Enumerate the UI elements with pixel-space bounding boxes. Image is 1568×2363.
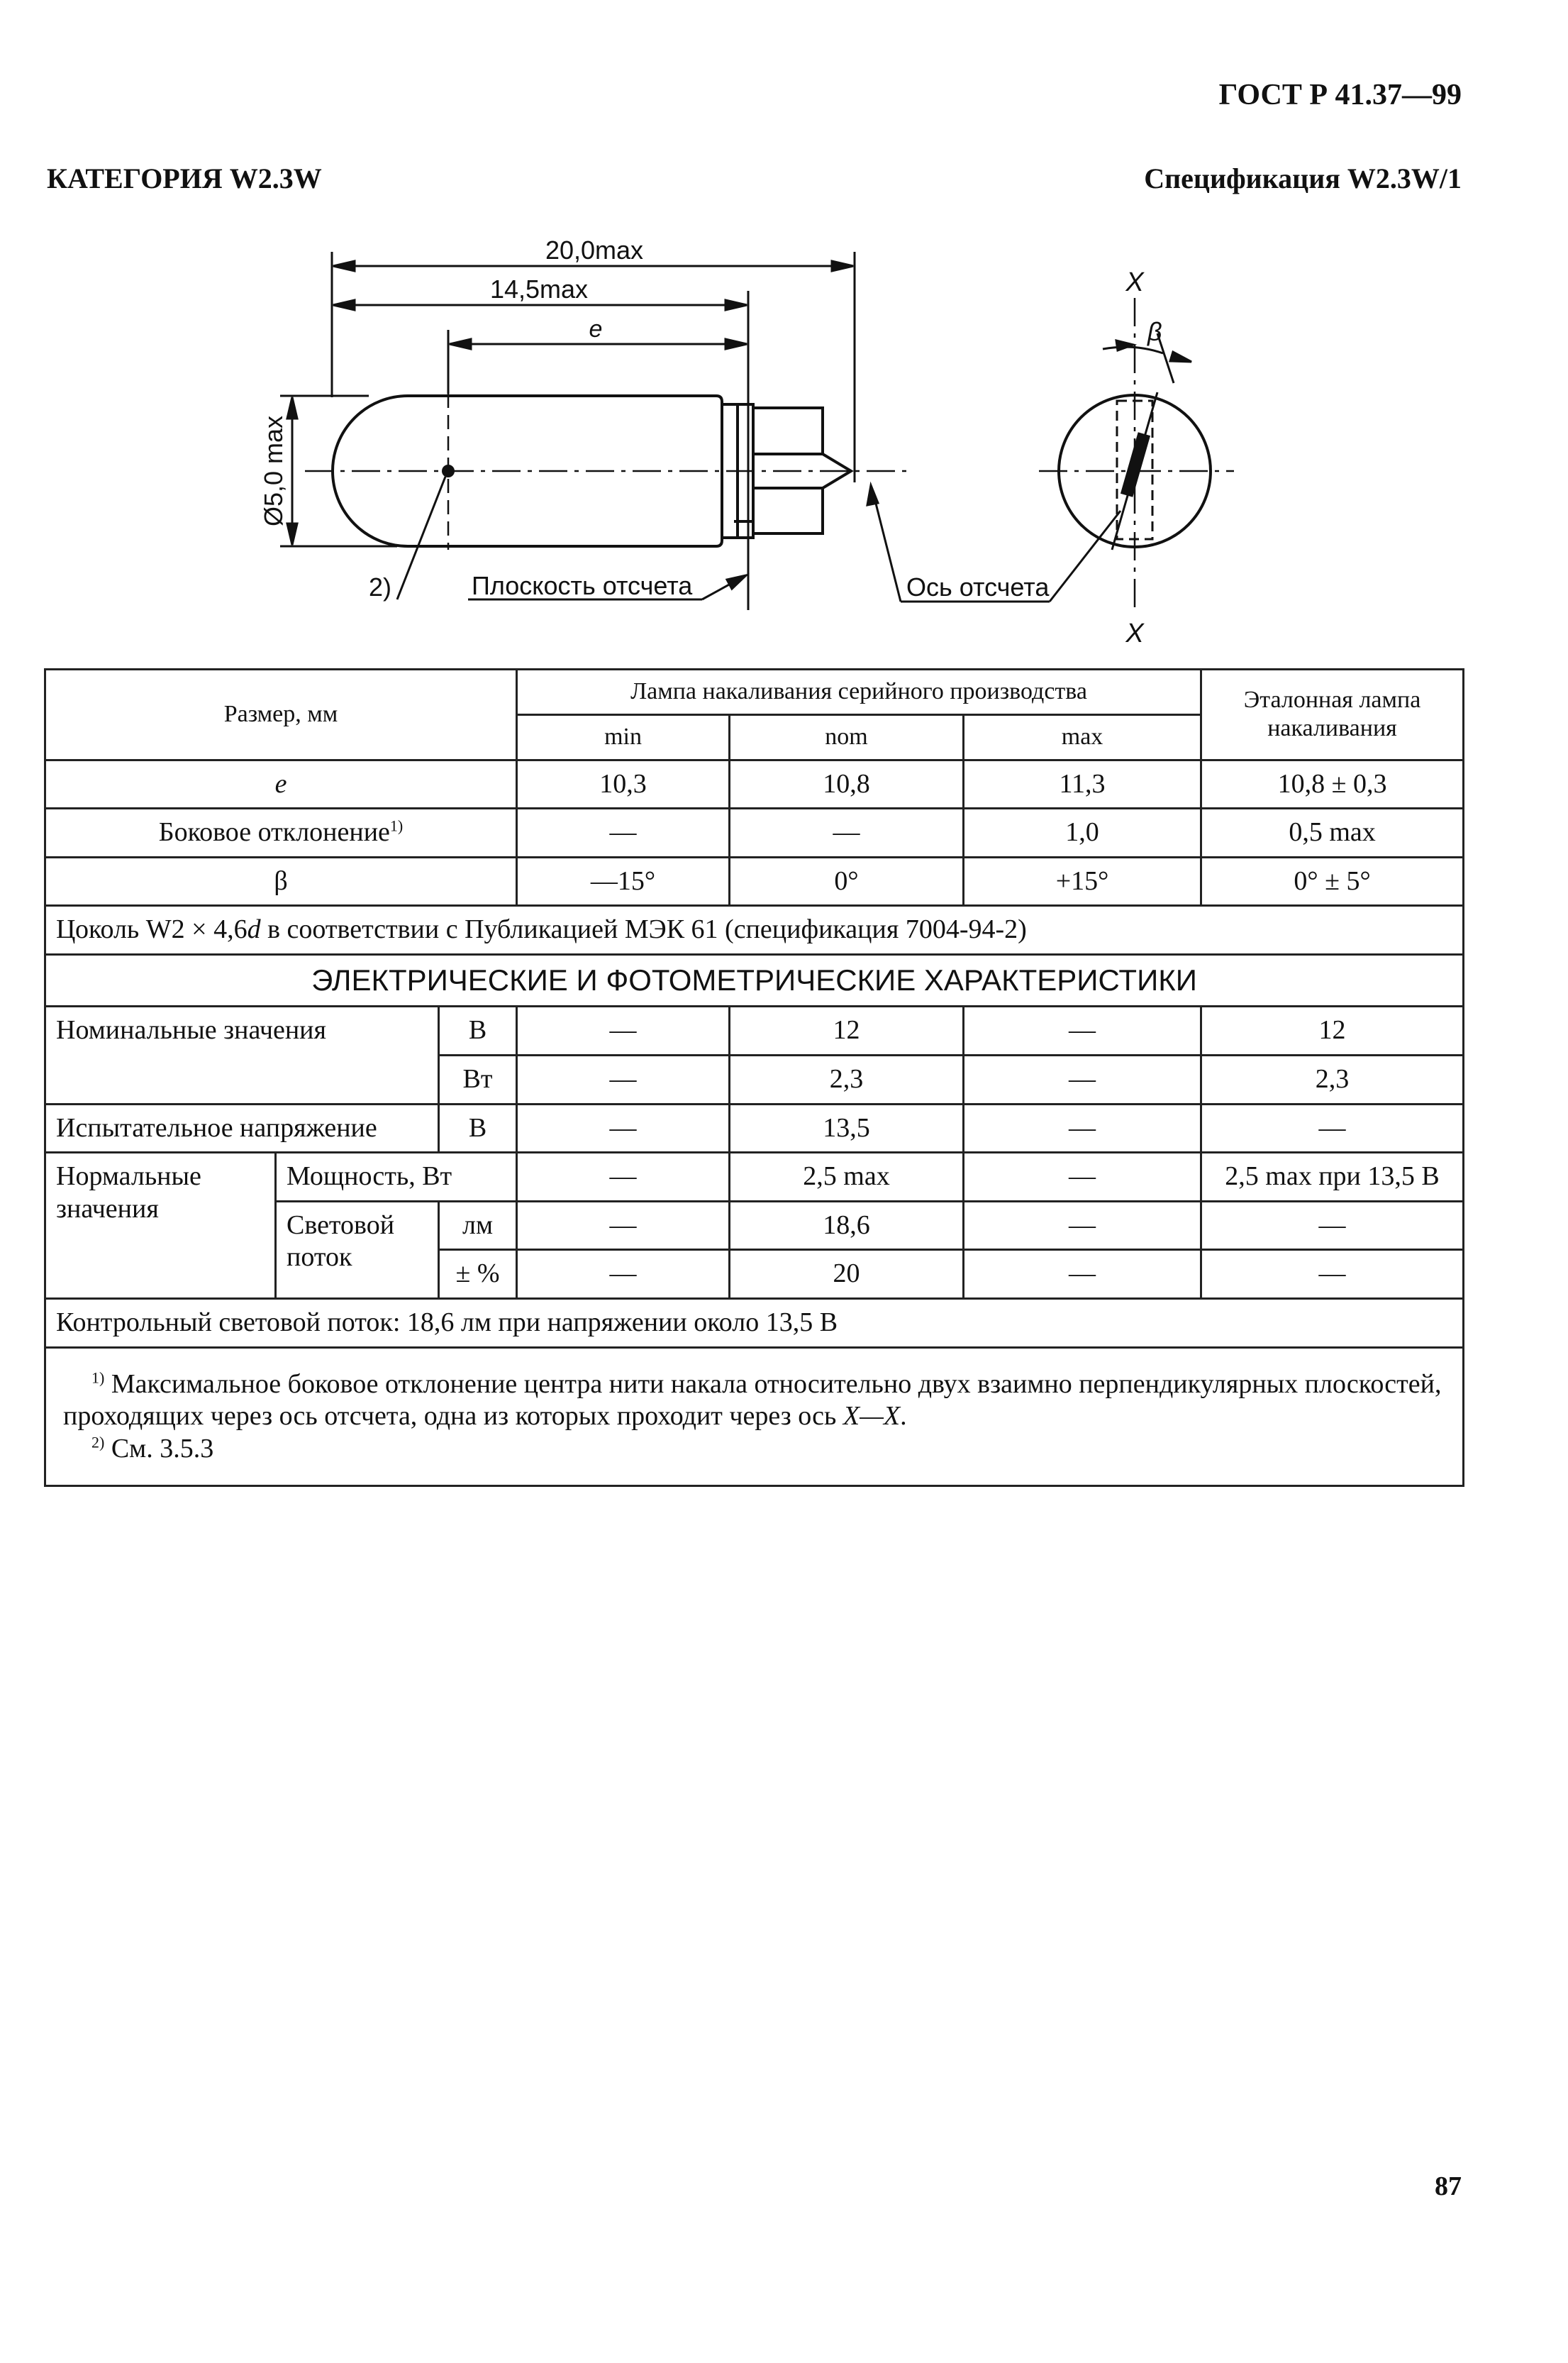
max-header: max: [964, 714, 1201, 760]
unit-cell: В: [439, 1104, 517, 1153]
cell: 10,3: [517, 760, 730, 809]
cell: —: [517, 1007, 730, 1056]
cell: 13,5: [730, 1104, 964, 1153]
table-row: [45, 906, 1464, 955]
cell: —: [1201, 1104, 1464, 1153]
serial-lamp-header: Лампа накаливания серийного производства: [517, 670, 1201, 715]
axis-x-bottom-label: X: [1125, 619, 1144, 648]
lamp-category: КАТЕГОРИЯ W2.3W: [47, 162, 322, 194]
cell: 0,5 max: [1201, 809, 1464, 858]
cell: —: [964, 1007, 1201, 1056]
power-label: Мощность, Вт: [276, 1153, 517, 1202]
cell: —: [517, 809, 730, 858]
electrical-section-header: ЭЛЕКТРИЧЕСКИЕ И ФОТОМЕТРИЧЕСКИЕ ХАРАКТЕРИСТИКИ: [45, 954, 1464, 1006]
cell: 10,8: [730, 760, 964, 809]
cell: —: [964, 1250, 1201, 1299]
row-label-e: e: [45, 760, 517, 809]
normal-values-label: Нормальные значения: [45, 1153, 276, 1299]
cell: +15°: [964, 857, 1201, 906]
footnote-1-ref: 1): [389, 817, 404, 835]
cell: —: [517, 1055, 730, 1104]
dimension-e: e: [589, 316, 603, 343]
cell: 12: [1201, 1007, 1464, 1056]
filament-centre-dot: [442, 465, 455, 477]
cell: 2,5 max: [730, 1153, 964, 1202]
footnotes: [45, 1347, 1464, 1486]
cell: —: [517, 1104, 730, 1153]
cell: —: [964, 1055, 1201, 1104]
footnote-1-axis: X—X: [843, 1401, 901, 1432]
footnote-2-marker: 2): [91, 1433, 105, 1451]
cell: 10,8 ± 0,3: [1201, 760, 1464, 809]
specification-number: Спецификация W2.3W/1: [1144, 162, 1462, 194]
reference-axis-label: Ось отсчета: [906, 572, 1050, 602]
footnote-1: [63, 1368, 1445, 1433]
cell: 1,0: [964, 809, 1201, 858]
table-row: [45, 1104, 1464, 1153]
cell: —: [517, 1201, 730, 1250]
cell: —: [517, 1153, 730, 1202]
dimension-diameter: Ø5,0 max: [259, 415, 288, 527]
cell: —: [964, 1104, 1201, 1153]
cell: 2,5 max при 13,5 В: [1201, 1153, 1464, 1202]
specification-table: [44, 668, 1464, 1487]
standard-number: ГОСТ Р 41.37—99: [1218, 79, 1462, 111]
nominal-values-label: Номинальные значения: [45, 1007, 439, 1104]
footnote-1-end: .: [900, 1401, 907, 1432]
table-row: [45, 954, 1464, 1006]
lamp-drawing: [0, 0, 1568, 653]
cell: —: [964, 1153, 1201, 1202]
cell: —: [1201, 1201, 1464, 1250]
cell: —15°: [517, 857, 730, 906]
table-row: [45, 1347, 1464, 1486]
cell: 0°: [730, 857, 964, 906]
cell: 11,3: [964, 760, 1201, 809]
footnote-2: [63, 1433, 1445, 1466]
cell: 2,3: [1201, 1055, 1464, 1104]
test-voltage-label: Испытательное напряжение: [45, 1104, 439, 1153]
unit-cell: В: [439, 1007, 517, 1056]
table-row: [45, 857, 1464, 906]
unit-cell: Вт: [439, 1055, 517, 1104]
cell: —: [730, 809, 964, 858]
nom-header: nom: [730, 714, 964, 760]
unit-cell: ± %: [439, 1250, 517, 1299]
page-number: 87: [1435, 2171, 1462, 2201]
row-label-lateral: [45, 809, 517, 858]
min-header: min: [517, 714, 730, 760]
cell: 2,3: [730, 1055, 964, 1104]
dimension-lines: [287, 261, 853, 545]
table-row: [45, 809, 1464, 858]
note-2-marker: 2): [369, 572, 392, 602]
footnote-1-marker: 1): [91, 1368, 105, 1386]
cell: 12: [730, 1007, 964, 1056]
table-row: [45, 1298, 1464, 1347]
lateral-label-text: Боковое отклонение: [158, 817, 390, 848]
cap-description: [45, 906, 1464, 955]
beta-label: β: [1147, 317, 1162, 346]
cap-text-d: d: [247, 914, 261, 945]
axis-x-top-label: X: [1125, 267, 1144, 297]
footnote-1-text: Максимальное боковое отклонение центра нити накала относительно двух взаимно перпендикулярных плоскостей, проходящих через ось отсчета, одна из которых проходит через ось: [63, 1368, 1442, 1432]
cap-text-end: в соответствии с Публикацией МЭК 61 (спецификация 7004-94-2): [260, 914, 1027, 945]
size-header: Размер, мм: [45, 670, 517, 760]
cell: 0° ± 5°: [1201, 857, 1464, 906]
table-row: [45, 760, 1464, 809]
luminous-flux-label: Световой поток: [276, 1201, 439, 1298]
dimension-total: 20,0max: [545, 236, 644, 265]
control-flux-note: Контрольный световой поток: 18,6 лм при напряжении около 13,5 В: [45, 1298, 1464, 1347]
cell: —: [1201, 1250, 1464, 1299]
reference-plane-label: Плоскость отсчета: [472, 571, 693, 600]
cap-text-start: Цоколь W2 × 4,6: [56, 914, 248, 945]
cell: 18,6: [730, 1201, 964, 1250]
reference-lamp-header: Эталонная лампа накаливания: [1201, 670, 1464, 760]
cell: —: [517, 1250, 730, 1299]
unit-cell: лм: [439, 1201, 517, 1250]
table-row: [45, 1007, 1464, 1056]
cell: 20: [730, 1250, 964, 1299]
cell: —: [964, 1201, 1201, 1250]
footnote-2-text: См. 3.5.3: [104, 1433, 214, 1463]
dimension-body: 14,5max: [489, 275, 589, 304]
row-label-beta: β: [45, 857, 517, 906]
table-row: [45, 1153, 1464, 1202]
